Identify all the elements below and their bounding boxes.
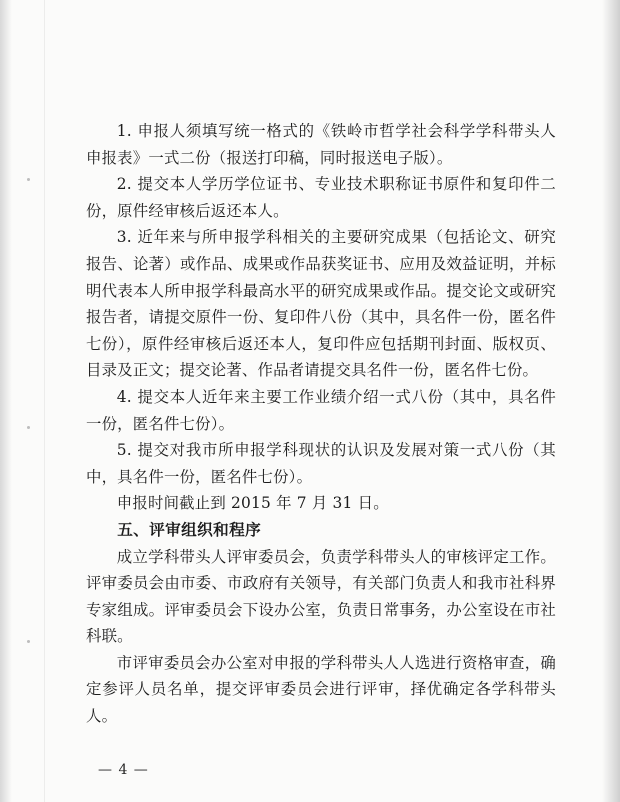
section-paragraph-committee: 成立学科带头人评审委员会，负责学科带头人的审核评定工作。评审委员会由市委、市政府有关领导，有关部门负责人和我市社科界专家组成。评审委员会下设办公室，负责日常事务，办公室设在市社科联。 <box>86 547 556 646</box>
binding-hole-mark <box>27 178 30 181</box>
binding-hole-mark <box>27 426 30 429</box>
document-body <box>86 118 556 730</box>
paper-crease <box>44 0 45 802</box>
section-heading: 五、评审组织和程序 <box>117 520 262 539</box>
requirement-item-3: 3. 近年来与所申报学科相关的主要研究成果（包括论文、研究报告、论著）或作品、成果或作品获奖证书、应用及效益证明，并标明代表本人所申报学科最高水平的研究成果或作品。提交论文或研究报告者，请提交原件一份、复印件八份（其中，具名件一份，匿名件七份），原件经审核后返还本人，复印件应包括期刊封面、版权页、目录及正文；提交论著、作品者请提交具名件一份，匿名件七份。 <box>86 228 556 380</box>
section-paragraph-review: 市评审委员会办公室对申报的学科带头人人选进行资格审查，确定参评人员名单，提交评审委员会进行评审，择优确定各学科带头人。 <box>86 653 556 726</box>
requirement-item-2: 2. 提交本人学历学位证书、专业技术职称证书原件和复印件二份，原件经审核后返还本人。 <box>86 175 556 220</box>
requirement-item-4: 4. 提交本人近年来主要工作业绩介绍一式八份（其中，具名件一份，匿名件七份）。 <box>86 387 556 433</box>
scan-edge-left <box>0 0 12 802</box>
requirement-item-5: 5. 提交对我市所申报学科现状的认识及发展对策一式八份（其中，具名件一份，匿名件七份）。 <box>86 441 556 486</box>
page-number: — 4 — <box>98 762 149 778</box>
scan-edge-right <box>602 0 620 802</box>
binding-hole-mark <box>27 640 30 643</box>
requirement-item-1: 1. 申报人须填写统一格式的《铁岭市哲学社会科学学科带头人申报表》一式二份（报送打印稿，同时报送电子版）。 <box>86 122 556 167</box>
deadline-text: 申报时间截止到 2015 年 7 月 31 日。 <box>116 494 389 513</box>
